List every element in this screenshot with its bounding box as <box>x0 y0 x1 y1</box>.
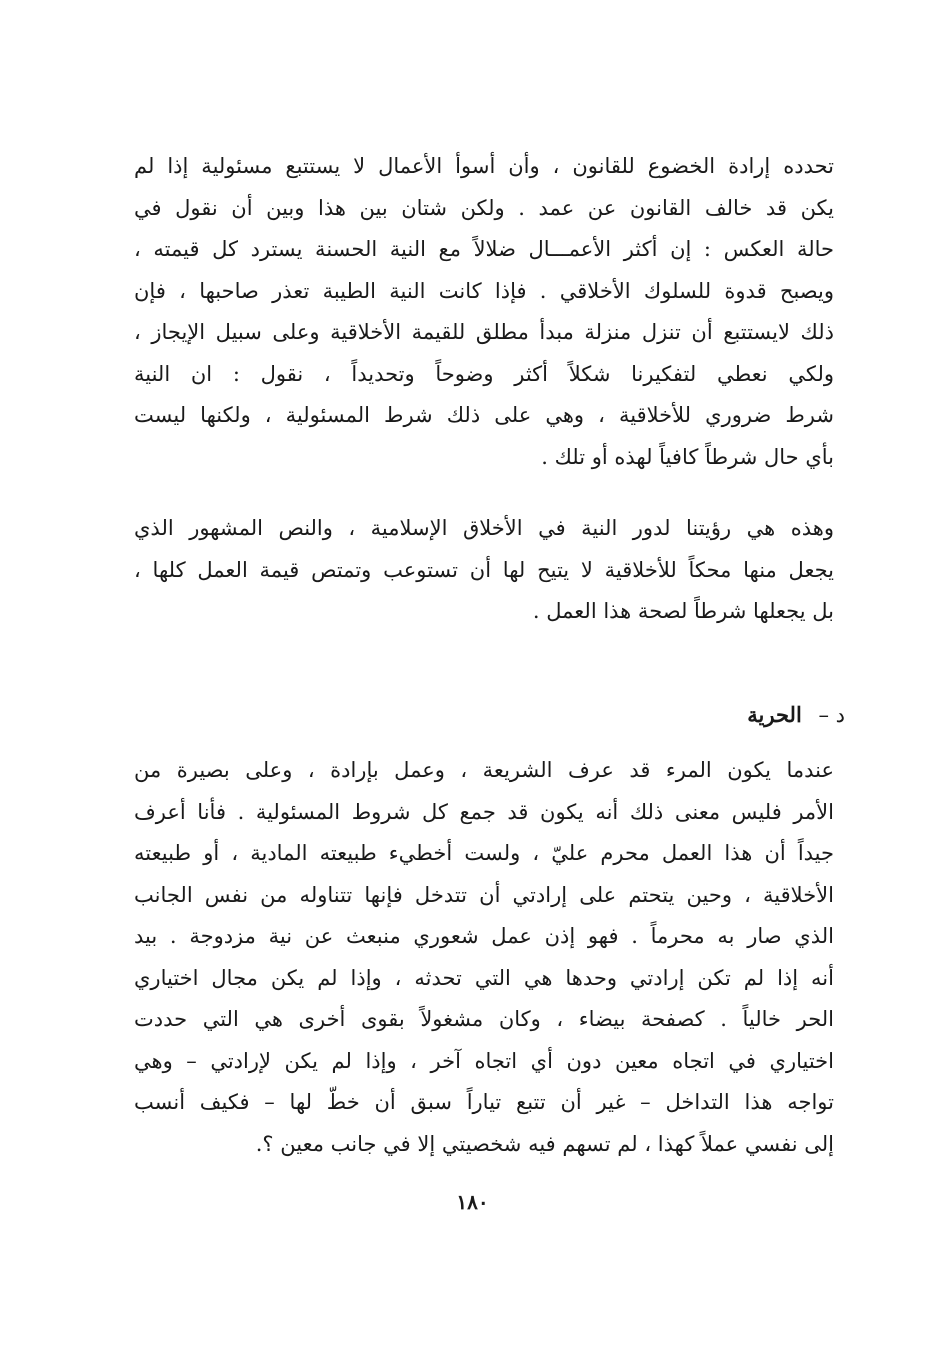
text-line: ويصبح قدوة للسلوك الأخلاقي . فإذا كانت النية الطيبة تعذر صاحبها ، فإن <box>134 278 834 303</box>
text-line: الذي صار به محرماً . فهو إذن عمل شعوري منبعث عن نية مزدوجة . بيد <box>134 924 834 948</box>
text-line: الأمر فليس معنى ذلك أنه يكون قد جمع كل شروط المسئولية . فأنا أعرف <box>134 799 834 824</box>
text-line: اختياري في اتجاه معين دون أي اتجاه آخر ، وإذا لم يكن لإرادتي – وهي <box>134 1048 834 1073</box>
paragraph-intention <box>134 146 834 478</box>
text-line: الأخلاقية ، وحين يتحتم على إرادتي أن تتدخل فإنها تتناوله من نفس الجانب <box>134 882 834 907</box>
section-heading <box>747 693 845 737</box>
text-line: عندما يكون المرء قد عرف الشريعة ، وعمل بإرادة ، وعلى بصيرة من <box>134 758 834 782</box>
text-line: ذلك لايستتبع أن تنزل منزلة مبدأ مطلق للقيمة الأخلاقية وعلى سبيل الإيجاز ، <box>134 320 834 344</box>
text-line: تواجه هذا التداخل – غير أن تتبع تياراً سبق أن خطّ لها – فكيف أنسب <box>134 1090 834 1114</box>
section-title: الحرية <box>747 702 802 727</box>
text-line: شرط ضروري للأخلاقية ، وهي على ذلك شرط المسئولية ، ولكنها ليست <box>134 403 834 427</box>
text-line: حالة العكس : إن أكثر الأعمـــال ضلالاً مع النية الحسنة يسترد كل قيمته ، <box>134 237 834 261</box>
paragraph-freedom <box>134 750 834 1165</box>
text-line: إلى نفسي عملاً كهذا ، لم تسهم فيه شخصيتي إلا في جانب معين ؟. <box>255 1131 834 1156</box>
section-letter: د – <box>818 703 845 727</box>
page-number: ١٨٠ <box>456 1190 489 1214</box>
text-line: وهذه هي رؤيتنا لدور النية في الأخلاق الإسلامية ، والنص المشهور الذي <box>134 516 834 540</box>
text-line: أنه إذا لم تكن إرادتي وحدها هي التي تحدثه ، وإذا لم يكن مجال اختياري <box>134 965 834 990</box>
text-line: بل يجعلها شرطاً لصحة هذا العمل . <box>532 599 834 623</box>
text-line: ولكي نعطي لتفكيرنا شكلاً أكثر وضوحاً وتحديداً ، نقول : ان النية <box>134 361 834 386</box>
text-line: يجعل منها محكاً للأخلاقية لا يتيح لها أن تستوعب وتمتص قيمة العمل كلها ، <box>134 557 834 582</box>
text-line: يكن قد خالف القانون عن عمد . ولكن شتان بين هذا وبين أن نقول في <box>134 195 834 220</box>
paragraph-islamic-ethics <box>134 508 834 633</box>
text-line: الحر خالياً . كصفحة بيضاء ، وكان مشغولاً بقوى أخرى هي التي حددت <box>134 1007 834 1031</box>
text-line: جيداً أن هذا العمل محرم عليّ ، ولست أخطيء طبيعته المادية ، أو طبيعته <box>134 841 834 865</box>
text-line: بأي حال شرطاً كافياً لهذه أو تلك . <box>541 444 834 469</box>
text-line: تحدده إرادة الخضوع للقانون ، وأن أسوأ الأعمال لا يستتبع مسئولية إذا لم <box>134 154 834 178</box>
